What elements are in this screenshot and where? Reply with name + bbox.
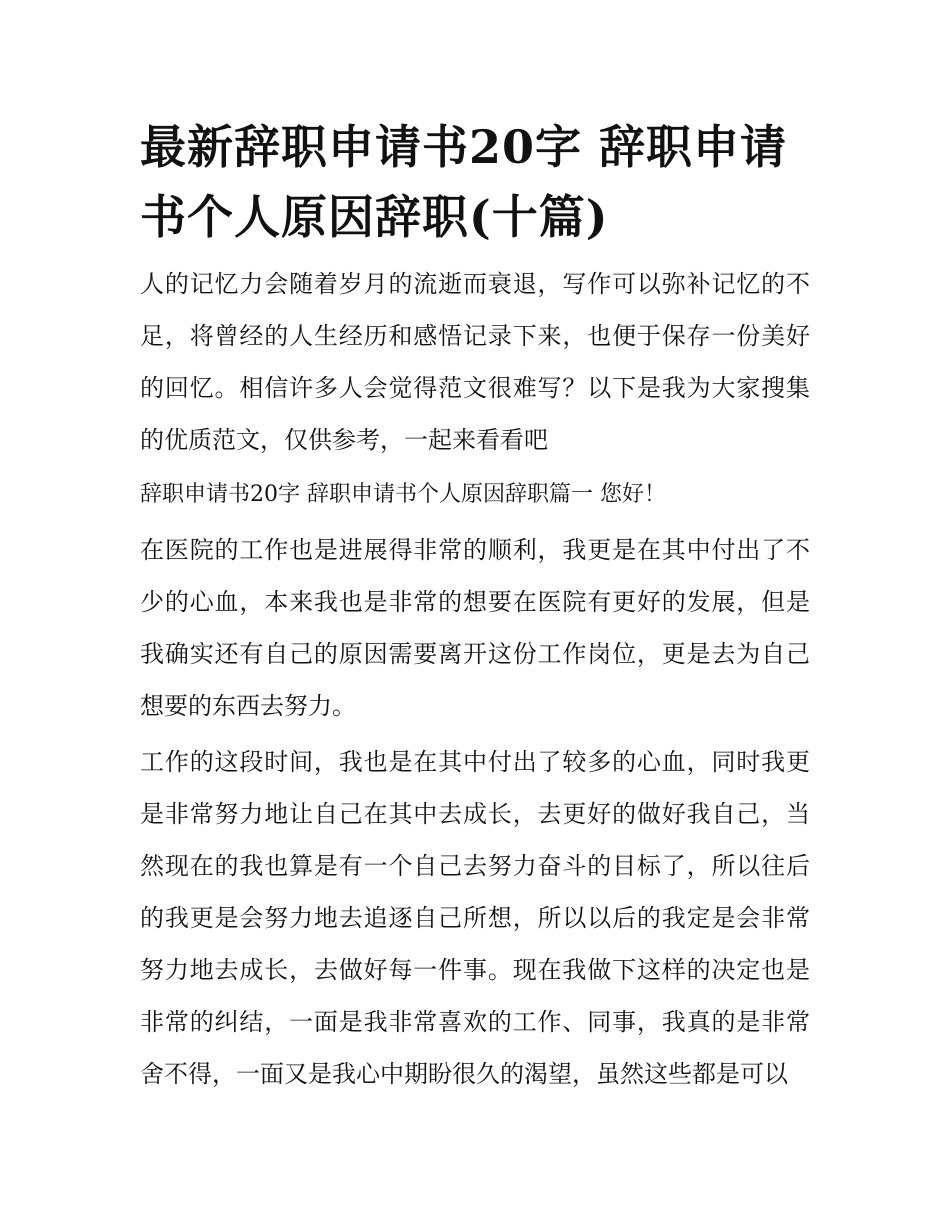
intro-paragraph: 人的记忆力会随着岁月的流逝而衰退，写作可以弥补记忆的不足，将曾经的人生经历和感悟记录下来，也便于保存一份美好的回忆。相信许多人会觉得范文很难写？以下是我为大家搜集的优质范文，仅供参考，一起来看看吧 (140, 270, 810, 454)
body-paragraph-2: 工作的这段时间，我也是在其中付出了较多的心血，同时我更是非常努力地让自己在其中去成长，去更好的做好我自己，当然现在的我也算是有一个自己去努力奋斗的目标了，所以往后的我更是会努力地去追逐自己所想，所以以后的我定是会非常努力地去成长，去做好每一件事。现在我做下这样的决定也是非常的纠结，一面是我非常喜欢的工作、同事，我真的是非常舍不得，一面又是我心中期盼很久的渴望，虽然这些都是可以 (140, 748, 810, 1088)
section-heading: 辞职申请书20字 辞职申请书个人原因辞职篇一 您好！ (140, 482, 666, 507)
document-title: 最新辞职申请书20字 辞职申请书个人原因辞职(十篇) (140, 120, 788, 244)
body-paragraph-1: 在医院的工作也是进展得非常的顺利，我更是在其中付出了不少的心血，本来我也是非常的想要在医院有更好的发展，但是我确实还有自己的原因需要离开这份工作岗位，更是去为自己想要的东西去努力。 (140, 536, 810, 720)
document-body (140, 112, 810, 1104)
